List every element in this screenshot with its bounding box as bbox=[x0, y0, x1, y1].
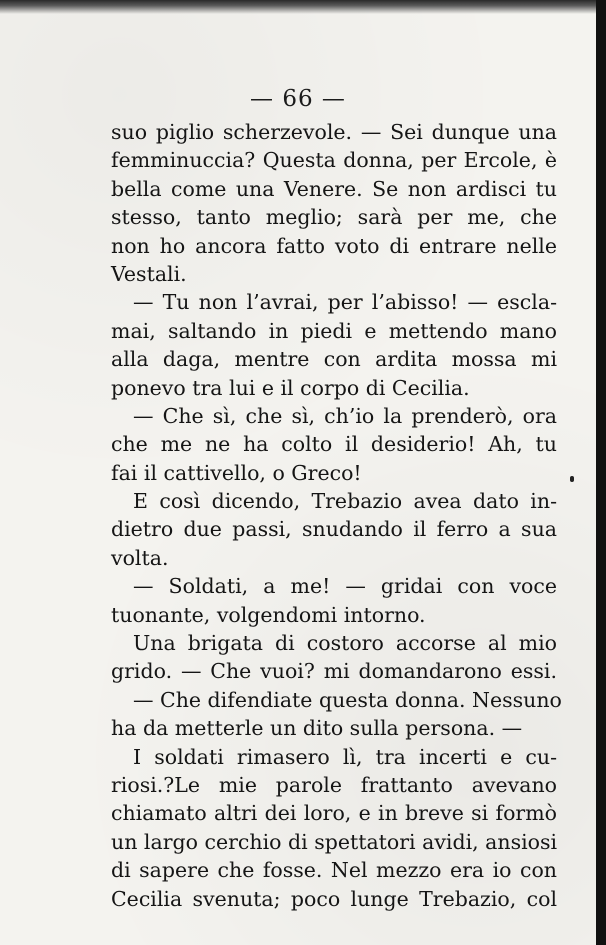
text-line: suo piglio scherzevole. — Sei dunque una bbox=[111, 120, 557, 144]
text-line: — Soldati, a me! — gridai con voce bbox=[133, 574, 557, 599]
text-line: non ho ancora fatto voto di entrare nelle bbox=[111, 233, 557, 258]
text-line: riosi.?Le mie parole frattanto avevano bbox=[111, 772, 557, 797]
text-line: ponevo tra lui e il corpo di Cecilia. bbox=[111, 375, 470, 400]
page-text bbox=[111, 118, 562, 913]
page-number: — 66 — bbox=[250, 86, 346, 112]
text-line: bella come una Venere. Se non ardisci tu bbox=[111, 176, 557, 201]
text-line: di sapere che fosse. Nel mezzo era io con bbox=[111, 858, 557, 883]
text-line: grido. — Che vuoi? mi domandarono essi. bbox=[111, 659, 557, 684]
text-line: tuonante, volgendomi intorno. bbox=[111, 602, 426, 627]
text-line: che me ne ha colto il desiderio! Ah, tu bbox=[111, 432, 557, 457]
text-line: dietro due passi, snudando il ferro a sua bbox=[111, 517, 557, 542]
text-line: stesso, tanto meglio; sarà per me, che bbox=[111, 205, 557, 230]
text-line: — Tu non l’avrai, per l’abisso! — escla- bbox=[133, 290, 557, 315]
text-line: Vestali. bbox=[111, 261, 187, 286]
text-line: Cecilia svenuta; poco lunge Trebazio, col bbox=[111, 886, 557, 911]
text-line: ha da metterle un dito sulla persona. — bbox=[111, 716, 523, 741]
text-line: un largo cerchio di spettatori avidi, ansiosi bbox=[111, 829, 558, 854]
text-line: E così dicendo, Trebazio avea dato in- bbox=[133, 489, 557, 514]
text-line: alla daga, mentre con ardita mossa mi bbox=[111, 347, 557, 372]
text-line: chiamato altri dei loro, e in breve si formò bbox=[111, 801, 557, 826]
scan-edge bbox=[596, 0, 606, 945]
text-line: femminuccia? Questa donna, per Ercole, è bbox=[111, 148, 557, 173]
page-top-shadow bbox=[0, 0, 596, 14]
text-line: — Che sì, che sì, ch’io la prenderò, ora bbox=[133, 403, 557, 428]
text-line: Una brigata di costoro accorse al mio bbox=[133, 631, 557, 656]
text-line: fai il cattivello, o Greco! bbox=[111, 460, 362, 485]
text-line: — Che difendiate questa donna. Nessuno bbox=[133, 687, 562, 712]
ink-speck bbox=[570, 476, 574, 482]
text-line: volta. bbox=[111, 545, 169, 570]
text-line: mai, saltando in piedi e mettendo mano bbox=[111, 318, 557, 343]
text-line: I soldati rimasero lì, tra incerti e cu- bbox=[133, 744, 557, 769]
